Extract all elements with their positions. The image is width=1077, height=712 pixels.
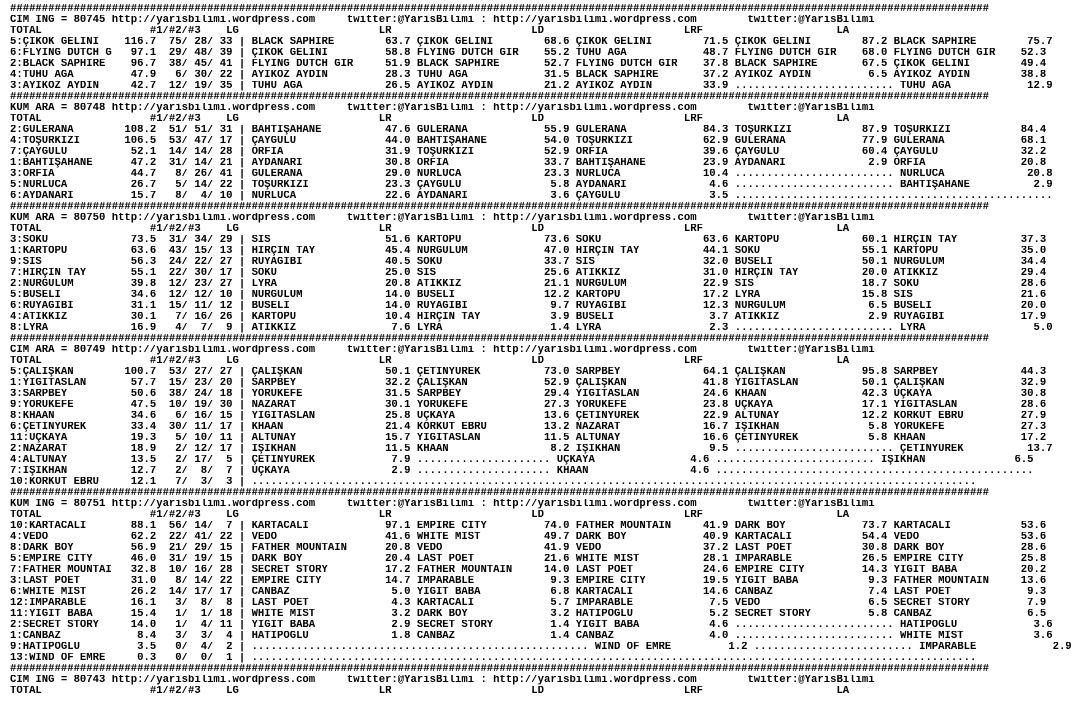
column-header-line: TOTAL #1/#2/#3 LG LR LD LRF LA [10,26,850,37]
report-line: 8:DARK BOY 56.9 21/ 29/ 15 | FATHER MOUNTAIN 20.8 VEDO 41.9 VEDO 37.2 LAST POET 30.8 DARK BOY 28.6 [10,543,1047,554]
separator-line: ########################################################################################################################################################## [10,4,990,15]
report-line: 1:BAHTİŞAHANE 47.2 31/ 14/ 21 | AYDANARI 30.8 ORFİA 33.7 BAHTİŞAHANE 23.9 AYDANARI 2.9 ORFİA 20.8 [10,158,1047,169]
column-header-line: TOTAL #1/#2/#3 LG LR LD LRF LA [10,224,850,235]
report-line: 7:IŞIKHAN 12.7 2/ 8/ 7 | UÇKAYA 2.9 ..................... KHAAN 4.6 .................................................. [10,466,1034,477]
report-line: 4:ATİKKIZ 30.1 7/ 16/ 26 | KARTOPU 10.4 HIRÇIN TAY 3.9 BUSELİ 3.7 ATİKKIZ 2.9 RÜYAGİBİ 17.9 [10,312,1047,323]
race-header-line: KUM ARA = 80750 http://yarisbilimi.wordpress.com twitter:@YarisBilimi : http://yarisbilimi.wordpress.com twitter:@YarisBilimi [10,213,875,224]
separator-line: ########################################################################################################################################################## [10,334,990,345]
report-line: 4:TOŞURKIZI 106.5 53/ 47/ 17 | ÇAYGÜLÜ 44.0 BAHTİŞAHANE 54.0 TOŞURKIZI 62.9 GÜLERANA 77.9 GÜLERANA 68.1 [10,136,1047,147]
report-line: 5:NURLUCA 26.7 5/ 14/ 22 | TOŞURKIZI 23.3 ÇAYGÜLÜ 5.8 AYDANARI 4.6 ......................... BAHTİŞAHANE 2.9 [10,180,1053,191]
column-header-line: TOTAL #1/#2/#3 LG LR LD LRF LA [10,356,850,367]
race-header-line: CIM ING = 80743 http://yarisbilimi.wordpress.com twitter:@YarisBilimi : http://yarisbilimi.wordpress.com twitter:@YarisBilimi [10,675,875,686]
report-line: 6:FLYING DUTCH G 97.1 29/ 48/ 39 | ÇIKOK GELİNİ 58.8 FLYING DUTCH GIR 55.2 TUHU AĞA 48.7 FLYING DUTCH GIR 68.0 FLYING DUTCH GIR 52.3 [10,48,1047,59]
report-line: 3:LAST POET 31.0 8/ 14/ 22 | EMPIRE CITY 14.7 IMPARABLE 9.3 EMPIRE CITY 19.5 YİĞİT BABA 9.3 FATHER MOUNTAIN 13.6 [10,576,1047,587]
separator-line: ########################################################################################################################################################## [10,202,990,213]
separator-line: ########################################################################################################################################################## [10,664,990,675]
report-line: 5:BUSELİ 34.6 12/ 12/ 10 | NURGÜLÜM 14.0 BUSELİ 12.2 KARTOPU 17.2 LYRA 15.8 SİS 21.6 [10,290,1047,301]
report-line: 1:KARTOPU 63.6 43/ 15/ 13 | HIRÇIN TAY 45.4 NURGÜLÜM 47.0 HIRÇIN TAY 44.1 SOKU 55.1 KARTOPU 35.0 [10,246,1047,257]
separator-line: ########################################################################################################################################################## [10,488,990,499]
report-line: 4:TUHU AĞA 47.9 6/ 30/ 22 | AYIKÖZ AYDIN 28.3 TUHU AĞA 31.5 BLACK SAPHIRE 37.2 AYIKÖZ AYDIN 6.5 AYIKÖZ AYDIN 38.8 [10,70,1047,81]
report-line: 3:SOKU 73.5 31/ 34/ 29 | SİS 51.6 KARTOPU 73.6 SOKU 63.6 KARTOPU 60.1 HIRÇIN TAY 37.3 [10,235,1047,246]
report-line: 11:YİĞİT BABA 15.4 1/ 1/ 18 | WHITE MIST 3.2 DARK BOY 3.2 HATİPOĞLU 5.2 SECRET STORY 5.8 CANBAZ 6.5 [10,609,1047,620]
report-line: 9:HATİPOĞLU 3.5 0/ 4/ 2 | ..................................................... WIND OF EMRE 1.2 ......................... IMPARABLE 2.9 [10,642,1072,653]
report-line: 8:LYRA 16.9 4/ 7/ 9 | ATİKKIZ 7.6 LYRA 1.4 LYRA 2.3 ......................... LYRA 5.0 [10,323,1053,334]
report-line: 6:ÇETİNYÜREK 33.4 30/ 11/ 17 | KHAAN 21.4 KORKUT EBRU 13.2 NAZARAT 16.7 IŞIKHAN 5.8 YÖRÜKEFE 27.3 [10,422,1047,433]
report-line: 7:FATHER MOUNTAI 32.8 10/ 16/ 28 | SECRET STORY 17.2 FATHER MOUNTAIN 14.0 LAST POET 24.6 EMPIRE CITY 14.3 YİĞİT BABA 20.2 [10,565,1047,576]
column-header-line: TOTAL #1/#2/#3 LG LR LD LRF LA [10,510,850,521]
column-header-line: TOTAL #1/#2/#3 LG LR LD LRF LA [10,686,850,697]
report-line: 5:ÇALIŞKAN 100.7 53/ 27/ 27 | ÇALIŞKAN 50.1 ÇETİNYÜREK 73.0 SARPBEY 64.1 ÇALIŞKAN 95.8 SARPBEY 44.3 [10,367,1047,378]
report-line: 1:YİĞİTASLAN 57.7 15/ 23/ 20 | SARPBEY 32.2 ÇALIŞKAN 52.9 ÇALIŞKAN 41.8 YİĞİTASLAN 50.1 ÇALIŞKAN 32.9 [10,378,1047,389]
report-line: 7:HIRÇIN TAY 55.1 22/ 30/ 17 | SOKU 25.0 SİS 25.6 ATİKKIZ 31.0 HIRÇIN TAY 20.0 ATİKKIZ 29.4 [10,268,1047,279]
race-header-line: KUM ING = 80751 http://yarisbilimi.wordpress.com twitter:@YarisBilimi : http://yarisbilimi.wordpress.com twitter:@YarisBilimi [10,499,875,510]
report-line: 2:NAZARAT 18.9 2/ 12/ 17 | IŞIKHAN 11.5 KHAAN 8.2 IŞIKHAN 9.5 ......................... ÇETİNYÜREK 13.7 [10,444,1053,455]
report-line: 9:SİS 56.3 24/ 22/ 27 | RÜYAGİBİ 40.5 SOKU 33.7 SİS 32.0 BUSELİ 50.1 NURGÜLÜM 34.4 [10,257,1047,268]
report-line: 2:BLACK SAPHIRE 96.7 38/ 45/ 41 | FLYING DUTCH GIR 51.9 BLACK SAPHIRE 52.7 FLYING DUTCH GIR 37.8 BLACK SAPHIRE 67.5 ÇIKOK GELİNİ 49.4 [10,59,1047,70]
race-header-line: CIM ING = 80745 http://yarisbilimi.wordpress.com twitter:@YarisBilimi : http://yarisbilimi.wordpress.com twitter:@YarisBilimi [10,15,875,26]
report-line: 1:CANBAZ 8.4 3/ 3/ 4 | HATİPOĞLU 1.8 CANBAZ 1.4 CANBAZ 4.0 ......................... WHITE MIST 3.6 [10,631,1053,642]
report-line: 11:UÇKAYA 19.3 5/ 10/ 11 | ALTUNAY 15.7 YİĞİTASLAN 11.5 ALTUNAY 16.6 ÇETİNYÜREK 5.8 KHAAN 17.2 [10,433,1047,444]
report-line: 6:WHITE MIST 26.2 14/ 17/ 17 | CANBAZ 5.0 YİĞİT BABA 6.8 KARTACALI 14.6 CANBAZ 7.4 LAST POET 9.3 [10,587,1047,598]
report-line: 8:KHAAN 34.6 6/ 16/ 15 | YİĞİTASLAN 25.8 UÇKAYA 13.6 ÇETİNYÜREK 22.9 ALTUNAY 12.2 KORKUT EBRU 27.9 [10,411,1047,422]
report-line: 3:AYIKÖZ AYDIN 42.7 12/ 19/ 35 | TUHU AĞA 26.5 AYIKÖZ AYDIN 21.2 AYIKÖZ AYDIN 33.9 ......................... TUHU AĞA 12.9 [10,81,1053,92]
report-line: 7:ÇAYGÜLÜ 52.1 14/ 14/ 28 | ORFİA 31.9 TOŞURKIZI 52.9 ORFİA 39.6 ÇAYGÜLÜ 60.4 ÇAYGÜLÜ 32.2 [10,147,1047,158]
report-line: 3:ORFİA 44.7 8/ 26/ 41 | GÜLERANA 29.0 NURLUCA 23.3 NURLUCA 10.4 ......................... NURLUCA 20.8 [10,169,1053,180]
report-line: 5:EMPIRE CITY 46.0 31/ 19/ 15 | DARK BOY 20.4 LAST POET 21.6 WHITE MIST 28.1 IMPARABLE 26.5 EMPIRE CITY 25.8 [10,554,1047,565]
report-line: 9:YÖRÜKEFE 47.5 10/ 19/ 30 | NAZARAT 30.1 YÖRÜKEFE 27.3 YÖRÜKEFE 23.8 UÇKAYA 17.1 YİĞİTASLAN 28.6 [10,400,1047,411]
report-line: 5:ÇIKOK GELİNİ 116.7 75/ 28/ 33 | BLACK SAPHIRE 63.7 ÇIKOK GELİNİ 68.6 ÇIKOK GELİNİ 71.5 ÇIKOK GELİNİ 87.2 BLACK SAPHIRE 75.7 [10,37,1053,48]
report-line: 10:KORKUT EBRU 12.1 7/ 3/ 3 | .................................................................................................................. [10,477,977,488]
report-line: 2:NURGÜLÜM 39.8 12/ 23/ 27 | LYRA 20.8 ATİKKIZ 21.1 NURGÜLÜM 22.9 SİS 18.7 SOKU 28.6 [10,279,1047,290]
report-line: 2:SECRET STORY 14.0 1/ 4/ 11 | YİĞİT BABA 2.9 SECRET STORY 1.4 YİĞİT BABA 4.6 ......................... HATİPOĞLU 3.6 [10,620,1053,631]
race-header-line: CIM ARA = 80749 http://yarisbilimi.wordpress.com twitter:@YarisBilimi : http://yarisbilimi.wordpress.com twitter:@YarisBilimi [10,345,875,356]
race-header-line: KUM ARA = 80748 http://yarisbilimi.wordpress.com twitter:@YarisBilimi : http://yarisbilimi.wordpress.com twitter:@YarisBilimi [10,103,875,114]
report-line: 4:VEDO 62.2 22/ 41/ 22 | VEDO 41.6 WHITE MIST 49.7 DARK BOY 40.9 KARTACALI 54.4 VEDO 53.6 [10,532,1047,543]
report-line: 3:SARPBEY 50.6 38/ 24/ 18 | YÖRÜKEFE 31.5 SARPBEY 29.4 YİĞİTASLAN 24.6 KHAAN 42.3 UÇKAYA 30.8 [10,389,1047,400]
column-header-line: TOTAL #1/#2/#3 LG LR LD LRF LA [10,114,850,125]
separator-line: ########################################################################################################################################################## [10,92,990,103]
report-line: 13:WIND OF EMRE 0.3 0/ 0/ 1 | .................................................................................................................. [10,653,977,664]
report-line: 10:KARTACALI 88.1 56/ 14/ 7 | KARTACALI 97.1 EMPIRE CITY 74.0 FATHER MOUNTAIN 41.9 DARK BOY 73.7 KARTACALI 53.6 [10,521,1047,532]
report-line: 6:AYDANARI 15.7 8/ 4/ 10 | NURLUCA 22.6 AYDANARI 3.6 ÇAYGÜLÜ 3.5 .................................................. [10,191,1053,202]
report-line: 12:IMPARABLE 16.1 3/ 8/ 8 | LAST POET 4.3 KARTACALI 5.7 IMPARABLE 7.5 VEDO 6.5 SECRET STORY 7.9 [10,598,1047,609]
report-line: 4:ALTUNAY 13.5 2/ 17/ 5 | ÇETİNYÜREK 7.9 ..................... UÇKAYA 4.6 ......................... IŞIKHAN 6.5 [10,455,1034,466]
report-line: 6:RÜYAGİBİ 31.1 15/ 11/ 12 | BUSELİ 14.0 RÜYAGİBİ 9.7 RÜYAGİBİ 12.3 NURGÜLÜM 6.5 BUSELİ 20.0 [10,301,1047,312]
report-line: 2:GÜLERANA 108.2 51/ 51/ 31 | BAHTİŞAHANE 47.6 GÜLERANA 55.9 GÜLERANA 84.3 TOŞURKIZI 87.9 TOŞURKIZI 84.4 [10,125,1047,136]
